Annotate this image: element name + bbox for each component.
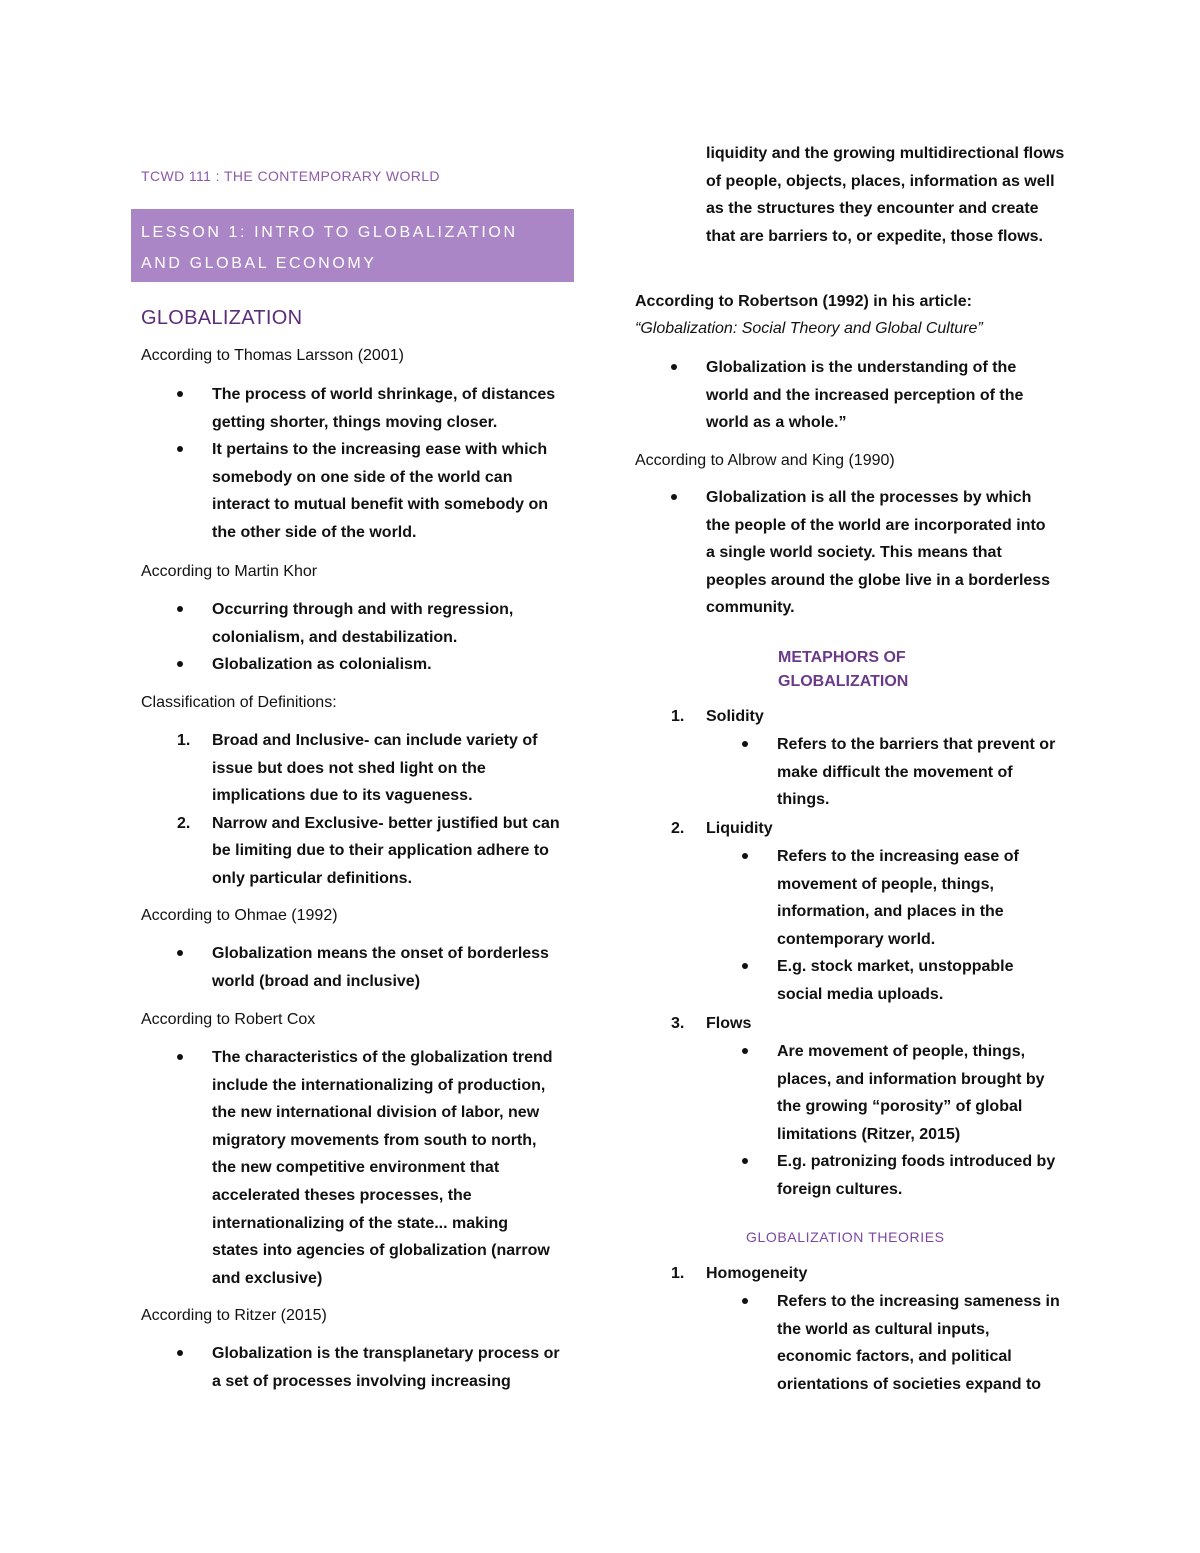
list-item: The characteristics of the globalization trend include the internationalizing of production, the new international division of labor, new migratory movements from south to north, the new competitive environment that accelerated theses processes, the internationalizing of the state... making states into agencies of globalization (narrow and exclusive) xyxy=(212,1044,554,1292)
robertson-article: “Globalization: Social Theory and Global Culture” xyxy=(635,320,983,337)
list-item: The process of world shrinkage, of distances getting shorter, things moving closer. xyxy=(212,381,572,436)
list-item: Refers to the increasing ease of movement of people, things, information, and places in the contemporary world. xyxy=(777,843,1052,953)
list-item: E.g. stock market, unstoppable social media uploads. xyxy=(777,953,1052,1008)
metaphor-solidity xyxy=(671,703,1006,731)
list-item: Globalization means the onset of borderless world (broad and inclusive) xyxy=(212,940,572,995)
cox-label: According to Robert Cox xyxy=(141,1011,316,1028)
robertson-label: According to Robertson (1992) in his article: xyxy=(635,293,972,310)
list-item xyxy=(671,1260,1006,1288)
item-number: 1. xyxy=(671,1265,685,1282)
section-title-theories: GLOBALIZATION THEORIES xyxy=(746,1229,945,1245)
list-item: Are movement of people, things, places, and information brought by the growing “porosity” of global limitations (Ritzer, 2015) xyxy=(777,1038,1067,1148)
item-number: 2. xyxy=(671,820,685,837)
list-item: Globalization as colonialism. xyxy=(212,651,552,679)
classification-list xyxy=(177,727,562,893)
ritzer-continuation: liquidity and the growing multidirectional flows of people, objects, places, information as well as the structures they encounter and create that are barriers to, or expedite, those flows. xyxy=(706,145,1065,245)
lesson-title-line1: LESSON 1: INTRO TO GLOBALIZATION xyxy=(141,224,518,241)
item-text: Broad and Inclusive- can include variety of issue but does not shed light on the implications due to its vagueness. xyxy=(212,732,538,805)
cox-points xyxy=(212,1044,554,1292)
list-item: Globalization is all the processes by which the people of the world are incorporated into a single world society. This means that peoples around the globe live in a borderless community. xyxy=(706,484,1056,622)
course-title: TCWD 111 : THE CONTEMPORARY WORLD xyxy=(141,168,440,184)
lesson-banner xyxy=(131,209,574,282)
metaphor-flows-points xyxy=(777,1038,1067,1204)
list-item: E.g. patronizing foods introduced by foreign cultures. xyxy=(777,1148,1067,1203)
item-number: 3. xyxy=(671,1015,685,1032)
list-item xyxy=(177,727,562,810)
list-item: Globalization is the understanding of the world and the increased perception of the world as a whole.” xyxy=(706,354,1051,437)
item-text: Solidity xyxy=(706,708,764,725)
ohmae-points xyxy=(212,940,572,995)
list-item xyxy=(177,810,562,893)
ritzer-label: According to Ritzer (2015) xyxy=(141,1307,327,1324)
list-item xyxy=(671,1010,1006,1038)
item-number: 2. xyxy=(177,814,191,832)
list-item: Refers to the increasing sameness in the world as cultural inputs, economic factors, and political orientations of societies expand to xyxy=(777,1288,1062,1398)
robertson-points xyxy=(706,354,1051,437)
section-title-metaphors xyxy=(778,646,908,694)
metaphor-solidity-points xyxy=(777,731,1062,814)
metaphor-liquidity xyxy=(671,815,1006,843)
theory-homogeneity xyxy=(671,1260,1006,1288)
ohmae-label: According to Ohmae (1992) xyxy=(141,907,338,924)
metaphor-flows xyxy=(671,1010,1006,1038)
list-item: Refers to the barriers that prevent or make difficult the movement of things. xyxy=(777,731,1062,814)
item-text: Liquidity xyxy=(706,820,773,837)
metaphors-title-line1: METAPHORS OF xyxy=(778,649,906,666)
item-text: Homogeneity xyxy=(706,1265,808,1282)
classification-label: Classification of Definitions: xyxy=(141,694,337,711)
item-text: Narrow and Exclusive- better justified but can be limiting due to their application adhere to only particular definitions. xyxy=(212,814,560,887)
larsson-label: According to Thomas Larsson (2001) xyxy=(141,347,404,364)
list-item: It pertains to the increasing ease with which somebody on one side of the world can interact to mutual benefit with somebody on the other side of the world. xyxy=(212,436,572,546)
lesson-title-line2: AND GLOBAL ECONOMY xyxy=(141,255,377,272)
khor-points xyxy=(212,596,552,679)
ritzer-points xyxy=(212,1340,562,1395)
khor-label: According to Martin Khor xyxy=(141,563,318,580)
list-item: Globalization is the transplanetary process or a set of processes involving increasing xyxy=(212,1340,562,1395)
albrow-label: According to Albrow and King (1990) xyxy=(635,452,895,469)
item-text: Flows xyxy=(706,1015,752,1032)
theory-homogeneity-points xyxy=(777,1288,1062,1398)
item-number: 1. xyxy=(177,732,191,749)
larsson-points xyxy=(212,381,572,547)
albrow-points xyxy=(706,484,1056,622)
list-item xyxy=(671,815,1006,843)
section-title-globalization: GLOBALIZATION xyxy=(141,307,303,329)
list-item: Occurring through and with regression, colonialism, and destabilization. xyxy=(212,596,552,651)
list-item xyxy=(671,703,1006,731)
item-number: 1. xyxy=(671,708,685,725)
metaphors-title-line2: GLOBALIZATION xyxy=(778,673,909,690)
metaphor-liquidity-points xyxy=(777,843,1052,1009)
